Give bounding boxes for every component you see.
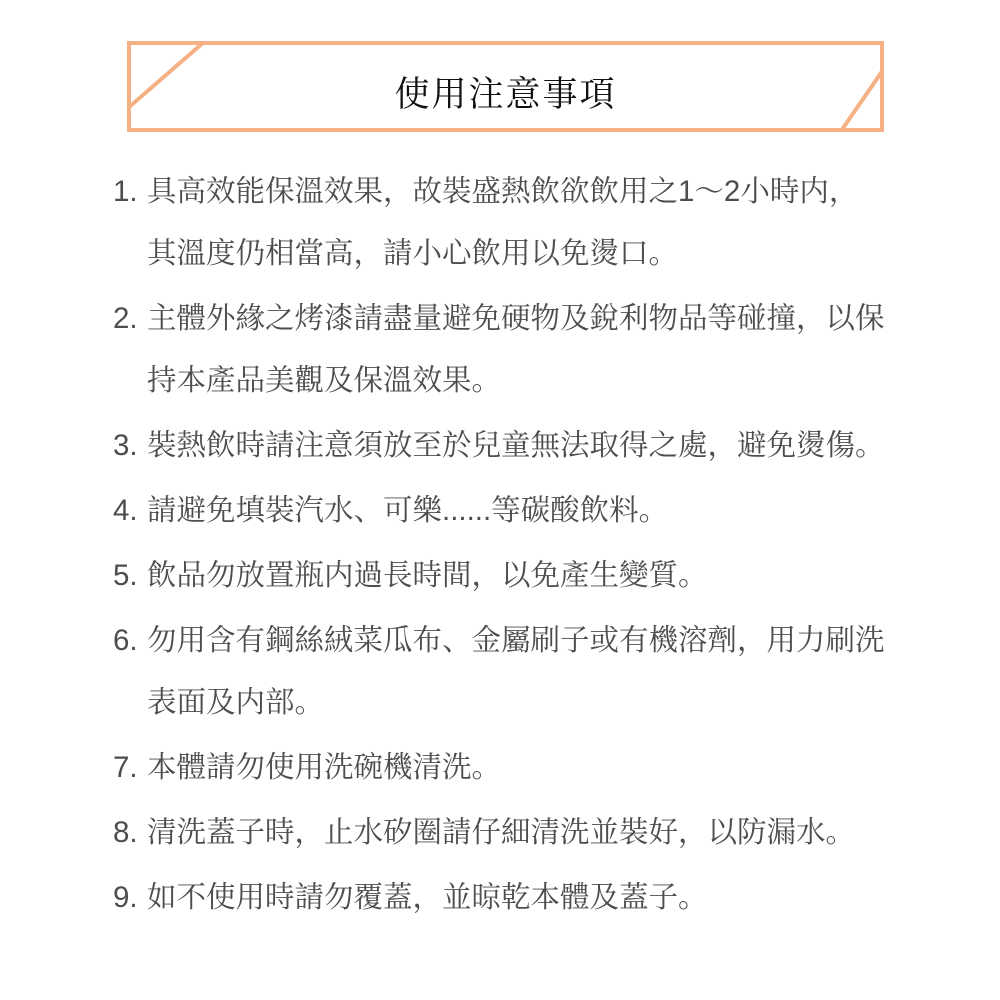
item-number: 2.: [113, 302, 138, 335]
list-item: [113, 161, 903, 285]
list-item: [113, 288, 903, 412]
item-text: 主體外緣之烤漆請盡量避免硬物及銳利物品等碰撞，以保持本產品美觀及保溫效果。: [147, 302, 885, 397]
item-text: 裝熱飲時請注意須放至於兒童無法取得之處，避免燙傷。: [147, 429, 885, 462]
item-text: 具高效能保溫效果，故裝盛熱飲欲飲用之1～2小時内，其溫度仍相當高，請小心飲用以免燙口。: [147, 175, 859, 270]
item-number: 3.: [113, 429, 138, 462]
item-text: 如不使用時請勿覆蓋，並晾乾本體及蓋子。: [147, 881, 708, 914]
page-title: 使用注意事項: [394, 74, 617, 114]
list-item: [113, 867, 903, 929]
item-number: 1.: [113, 175, 138, 208]
item-number: 9.: [113, 881, 138, 914]
item-text: 勿用含有鋼絲絨菜瓜布、金屬刷子或有機溶劑，用力刷洗表面及内部。: [147, 624, 885, 719]
item-text: 請避免填裝汽水、可樂......等碳酸飲料。: [147, 494, 669, 527]
list-item: [113, 610, 903, 734]
list-item: [113, 737, 903, 799]
precautions-list: [113, 161, 903, 932]
item-text: 清洗蓋子時，止水矽圈請仔細清洗並裝好，以防漏水。: [147, 816, 856, 849]
item-text: 本體請勿使用洗碗機清洗。: [147, 751, 502, 784]
item-number: 7.: [113, 751, 138, 784]
item-text: 飲品勿放置瓶内過長時間，以免產生變質。: [147, 559, 708, 592]
list-item: [113, 802, 903, 864]
item-number: 6.: [113, 624, 138, 657]
list-item: [113, 480, 903, 542]
item-number: 5.: [113, 559, 138, 592]
list-item: [113, 545, 903, 607]
list-item: [113, 415, 903, 477]
title-banner: [127, 41, 884, 132]
item-number: 8.: [113, 816, 138, 849]
item-number: 4.: [113, 494, 138, 527]
